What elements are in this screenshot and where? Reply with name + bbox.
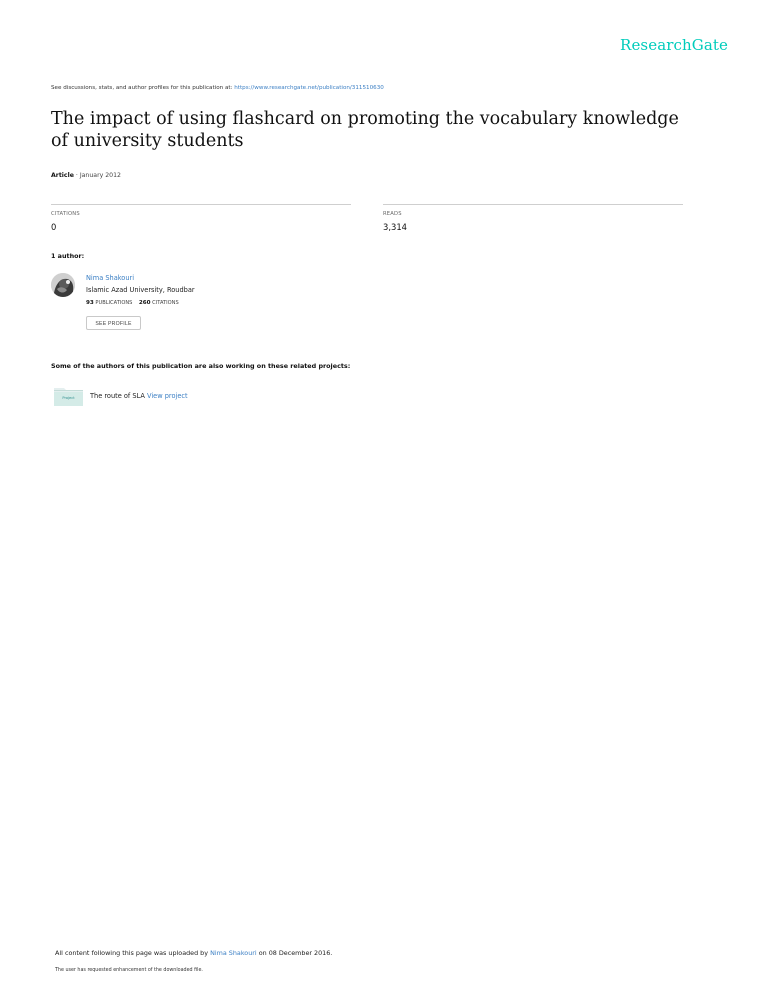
upload-suffix: on 08 December 2016. [258, 949, 333, 957]
reads-label: READS [383, 211, 402, 217]
researchgate-logo[interactable]: ResearchGate [620, 36, 728, 54]
reads-value: 3,314 [383, 222, 407, 232]
project-name: The route of SLA [90, 392, 145, 400]
citations-value: 0 [51, 222, 57, 232]
upload-prefix: All content following this page was uploaded by [55, 949, 209, 957]
discussion-line [51, 85, 384, 91]
publication-date: January 2012 [79, 172, 121, 179]
see-profile-button[interactable]: SEE PROFILE [86, 316, 141, 330]
authors-heading: 1 author: [51, 252, 85, 260]
author-avatar[interactable] [51, 273, 75, 297]
project-icon-label: Project [62, 396, 75, 400]
author-publications-label: PUBLICATIONS [95, 300, 133, 306]
author-citations-label: CITATIONS [152, 300, 179, 306]
project-item [90, 392, 188, 400]
publication-title: The impact of using flashcard on promoting the vocabulary knowledge of university students [51, 109, 679, 151]
upload-note [55, 949, 332, 957]
citations-label: CITATIONS [51, 211, 80, 217]
project-folder-icon[interactable] [54, 386, 83, 406]
uploader-link[interactable]: Nima Shakouri [210, 949, 257, 957]
reads-divider [383, 204, 683, 205]
meta-separator: · [75, 172, 78, 179]
author-publications-count: 93 [86, 300, 94, 306]
discussion-prefix: See discussions, stats, and author profiles for this publication at: [51, 85, 233, 91]
citations-divider [51, 204, 351, 205]
enhancement-note: The user has requested enhancement of the downloaded file. [55, 968, 203, 973]
author-citations-count: 260 [138, 300, 151, 306]
publication-url-link[interactable]: https://www.researchgate.net/publication/311510630 [234, 85, 384, 91]
publication-type: Article [51, 172, 74, 179]
publication-meta [51, 172, 121, 179]
author-stats [86, 300, 179, 306]
author-name-link[interactable]: Nima Shakouri [86, 274, 135, 282]
view-project-link[interactable]: View project [146, 392, 188, 400]
related-projects-heading: Some of the authors of this publication are also working on these related projects: [51, 362, 351, 370]
avatar-photo-icon [51, 273, 75, 297]
author-institution: Islamic Azad University, Roudbar [86, 286, 195, 294]
